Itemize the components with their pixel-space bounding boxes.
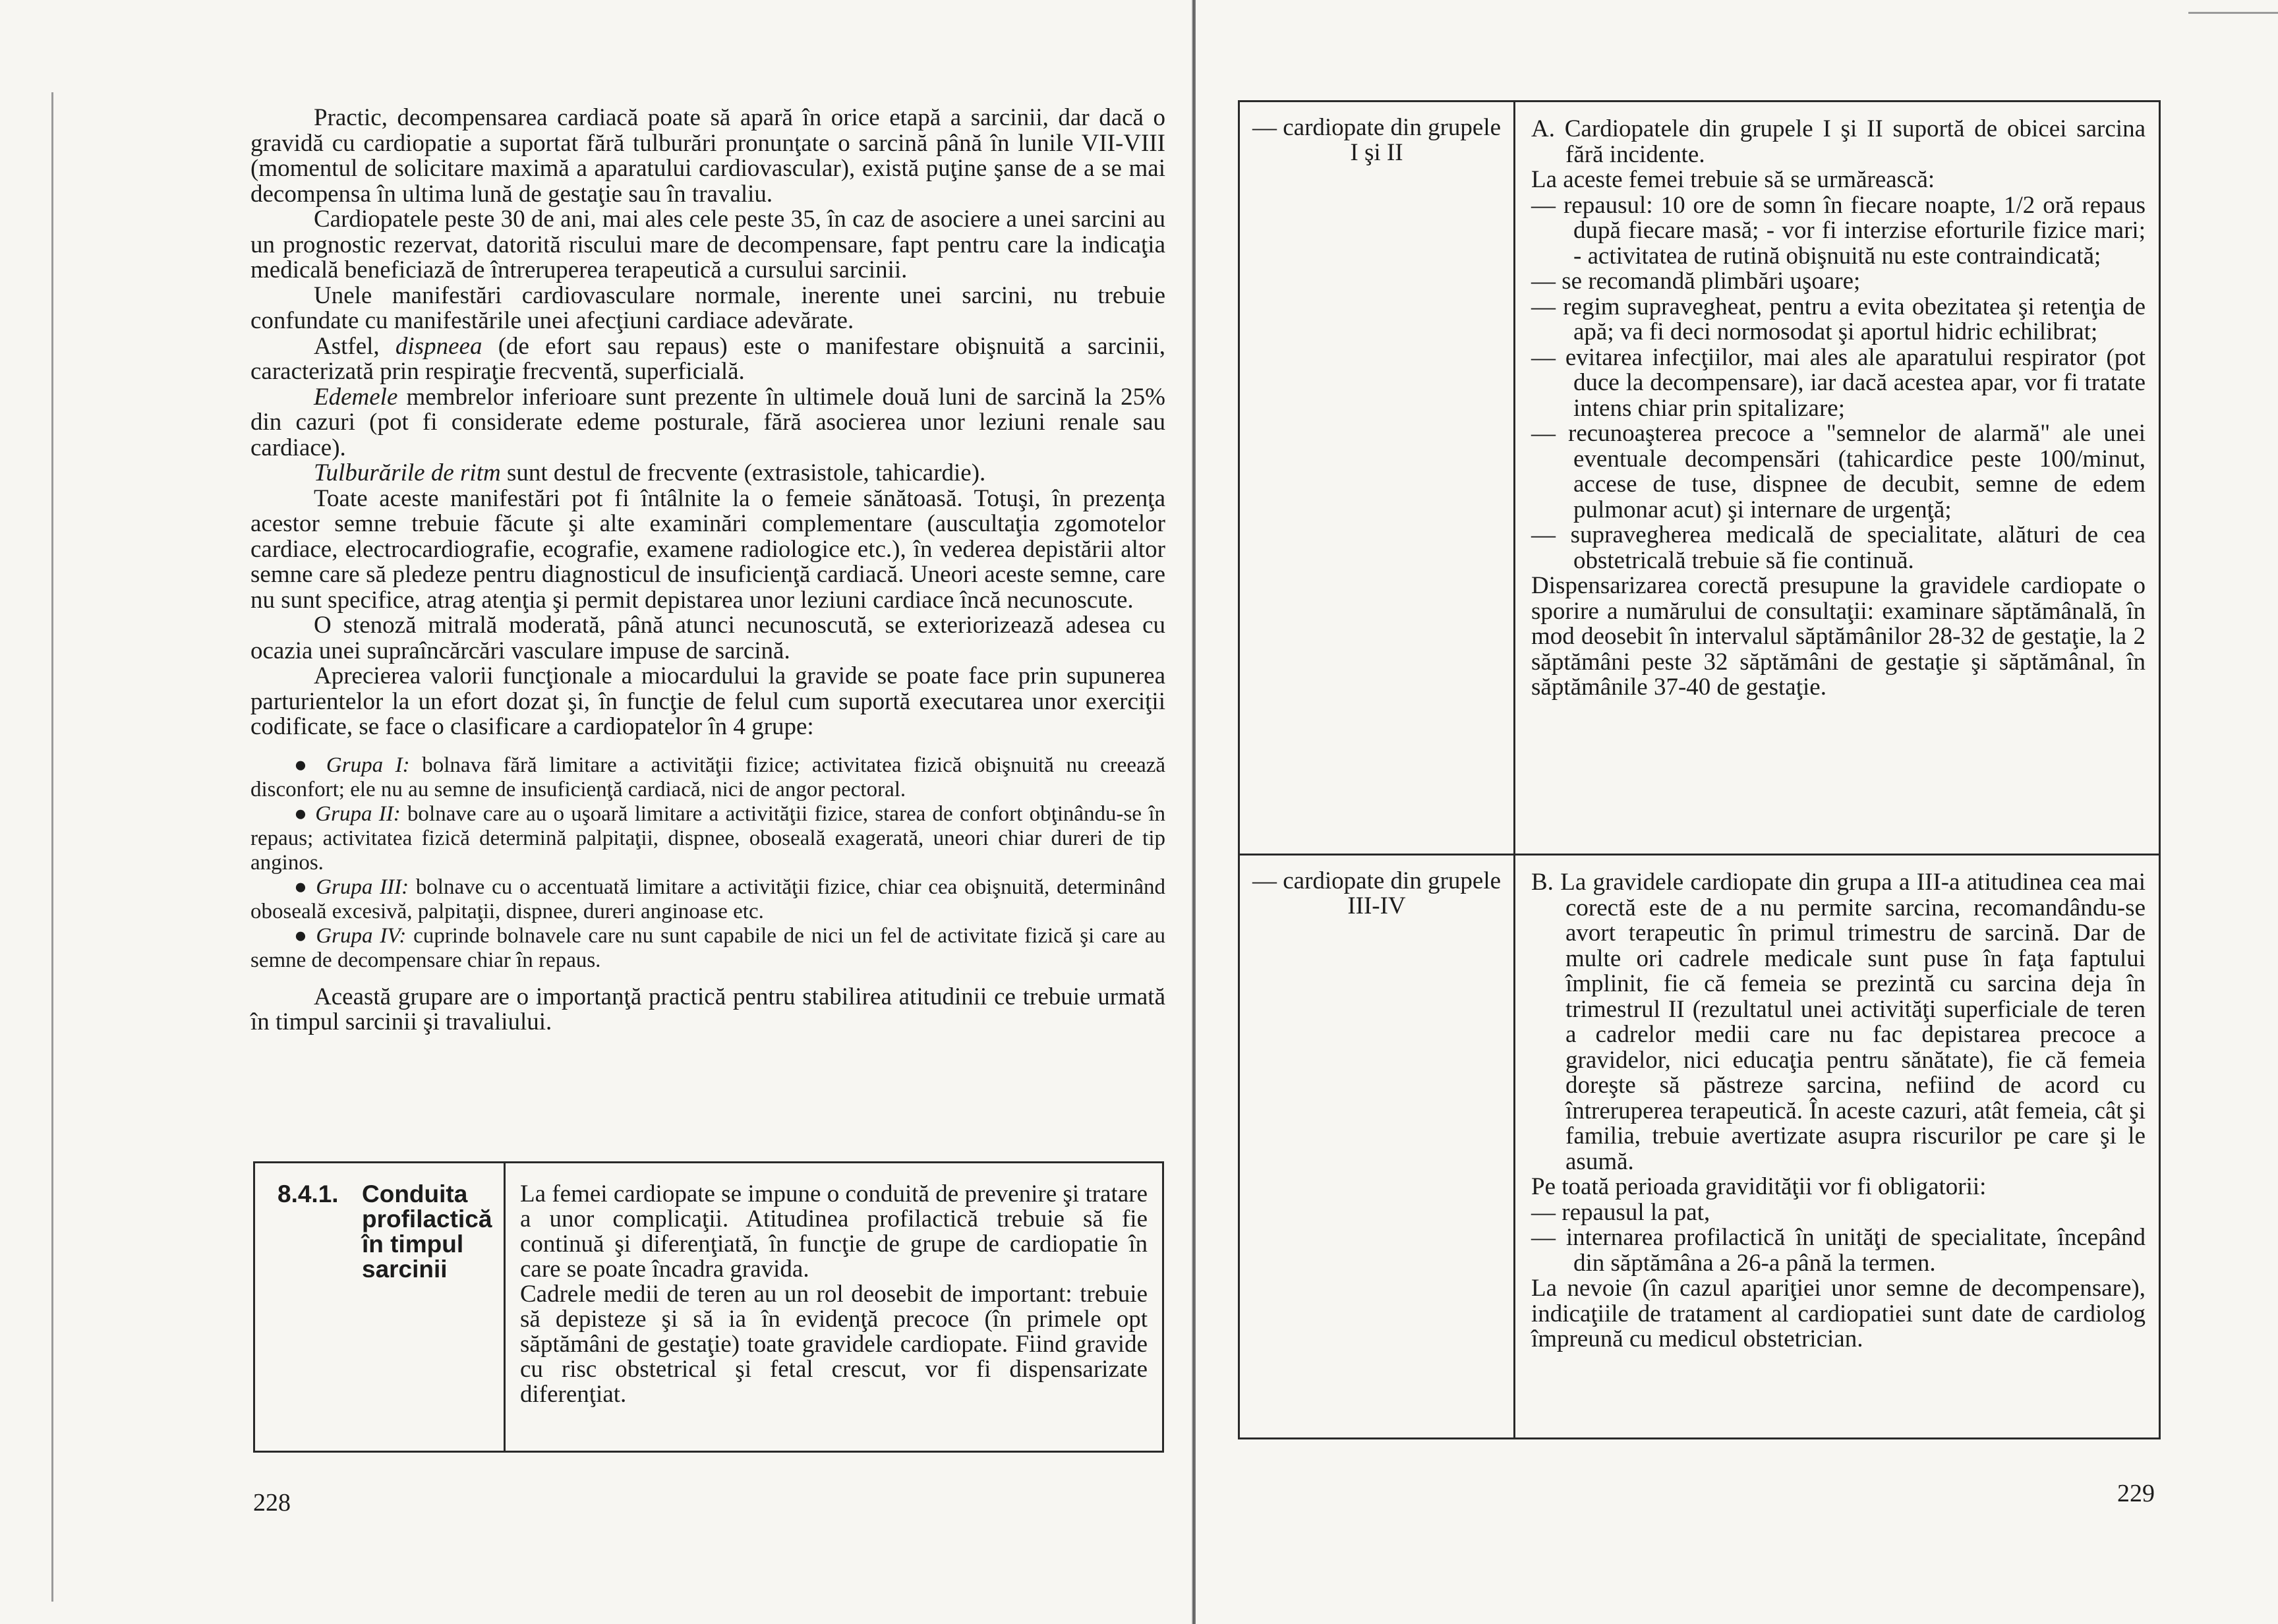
row-lead: Pe toată perioada gravidităţii vor fi obligatorii: (1531, 1173, 1987, 1200)
list-item: — se recomandă plimbări uşoare; (1531, 268, 1861, 295)
paragraph: Edemele membrelor inferioare sunt prezente în ultimele două luni de sarcină la 25% din cazuri (pot fi considerate edeme posturale, fără asocierea unor leziuni renale sau cardiace). (250, 383, 1165, 461)
list-item: — internarea profilactică în unităţi de specialitate, începând din săptămâna a 26-a până la termen. (1531, 1224, 2146, 1277)
group-item: ● Grupa III: bolnave cu o accentuată limitare a activităţii fizice, chiar cea obişnuită, determinând oboseală excesivă, palpitaţii, dispnee, dureri anginoase etc. (250, 875, 1166, 923)
section-heading (255, 1163, 506, 1451)
group-item: ● Grupa IV: cuprinde bolnavele care nu sunt capabile de nici un fel de activitate fizică şi care au semne de decompensare chiar în repaus. (250, 923, 1166, 972)
paragraph: Practic, decompensarea cardiacă poate să apară în orice etapă a sarcinii, dar dacă o gravidă cu cardiopatie a suportat fără tulburări pronunţate o sarcină până în lunile VII-VIII (momentul de solicitare maximă a aparatului cardiovascular), există puţine şanse de a se mai decompensa în ultima lună de gestaţie sau în travaliu. (250, 104, 1165, 208)
row-lead: La aceste femei trebuie să se urmărească: (1531, 166, 1935, 193)
italic-term: Edemele (314, 383, 398, 411)
row-label: — cardiopate din grupele III-IV (1240, 856, 1515, 1437)
row-content (1515, 856, 2159, 1437)
page-number: 228 (253, 1489, 291, 1517)
section-paragraph: Cadrele medii de teren au un rol deosebit de important: trebuie să depisteze şi să ia în evidenţă precoce (în primele opt săptămâni de gestaţie) toate gravidele cardiopate. Fiind gravide cu risc obstetrical şi fetal crescut, vor fi dispensarizate diferenţiat. (520, 1281, 1148, 1408)
paragraph: Unele manifestări cardiovasculare normale, inerente unei sarcini, nu trebuie confundate cu manifestările unei afecţiuni cardiace adevărate. (250, 281, 1165, 334)
paragraph: Cardiopatele peste 30 de ani, mai ales cele peste 35, în caz de asociere a unei sarcini au un prognostic rezervat, datorită riscului mare de decompensare, fapt pentru care la indicaţia medicală beneficiază de întreruperea terapeutică a cursului sarcinii. (250, 206, 1165, 283)
list-item: — evitarea infecţiilor, mai ales ale aparatului respirator (pot duce la decompensare), iar dacă acestea apar, vor fi tratate intens chiar prin spitalizare; (1531, 343, 2146, 422)
closing-paragraph: Această grupare are o importanţă practică pentru stabilirea atitudinii ce trebuie urmată în timpul sarcinii şi travaliului. (250, 983, 1165, 1035)
paragraph: O stenoză mitrală moderată, până atunci necunoscută, se exteriorizează adesea cu ocazia unei supraîncărcări vasculare impuse de sarcină. (250, 612, 1165, 664)
section-paragraph: La femei cardiopate se impune o conduită de prevenire şi tratare a unor complicaţii. Atitudinea profilactică trebuie să fie continuă şi diferenţiată, în funcţie de grupe de cardiopatie în care se poate încadra gravida. (520, 1180, 1148, 1283)
group-item: ● Grupa I: bolnava fără limitare a activităţii fizice; activitatea fizică obişnuită nu creează disconfort; ele nu au semne de insuficienţă cardiacă, nici de angor pectoral. (250, 753, 1166, 801)
table-row (1240, 102, 2159, 856)
list-item: — repausul la pat, (1531, 1198, 1710, 1226)
row-label: — cardiopate din grupele I şi II (1240, 102, 1515, 854)
row-closing: Dispensarizarea corectă presupune la gravidele cardiopate o sporire a numărului de consultaţii: examinare săptămânală, în mod deosebit în intervalul săptămânilor 28-32 de gestaţie, la 2 săptămâni peste 32 săptămâni de gestaţie şi săptămânal, în săptămânile 37-40 de gestaţie. (1531, 572, 2146, 701)
list-item: — recunoaşterea precoce a "semnelor de alarmă" ale unei eventuale decompensări (tahicardice peste 100/minut, accese de tuse, dispnee de decubit, semne de edem pulmonar acut) şi internare de urgenţă; (1531, 420, 2146, 523)
cardiopathy-table (1238, 100, 2161, 1439)
section-box (253, 1161, 1164, 1453)
row-content (1515, 102, 2159, 854)
left-text-column (250, 105, 1165, 1035)
italic-term: dispneea (395, 332, 482, 360)
list-item: — supravegherea medicală de specialitate, alături de cea obstetricală trebuie să fie continuă. (1531, 521, 2146, 574)
paragraph: Tulburările de ritm sunt destul de frecvente (extrasistole, tahicardie). (314, 459, 986, 486)
page-number: 229 (2117, 1480, 2155, 1507)
italic-term: Tulburările de ritm (314, 459, 501, 486)
group-list (250, 753, 1165, 973)
group-item: ● Grupa II: bolnave care au o uşoară limitare a activităţii fizice, starea de confort obţinându-se în repaus; activitatea fizică determină palpitaţii, dispnee, oboseală exagerată, uneori chiar dureri de tip anginos. (250, 801, 1166, 875)
paragraph: Aprecierea valorii funcţionale a miocardului la gravide se poate face prin supunerea parturientelor la un efort dozat şi, în funcţie de felul cum suportă executarea unor exerciţii codificate, se face o clasificare a cardiopatelor în 4 grupe: (250, 662, 1165, 740)
list-item: — regim supravegheat, pentru a evita obezitatea şi retenţia de apă; va fi deci normosodat şi aportul hidric echilibrat; (1531, 293, 2146, 345)
row-intro: B. La gravidele cardiopate din grupa a III-a atitudinea cea mai corectă este de a nu permite sarcina, recomandându-se avort terapeutic în primul trimestru de sarcină. Dar de multe ori cadrele medicale sunt puse în faţa faptului împlinit, fie că femeia se prezintă cu sarcina deja în trimestrul II (rezultatul unei activităţi superficiale de teren a cadrelor medii care nu fac depistarea precoce a gravidelor, nici educaţia pentru sănătate), fie că femeia doreşte să păstreze sarcina, nefiind de acord cu întreruperea terapeutică. În aceste cazuri, atât femeia, cât şi familia, trebuie avertizate asupra riscurilor pe care şi le asumă. (1531, 869, 2146, 1175)
paragraph: Toate aceste manifestări pot fi întâlnite la o femeie sănătoasă. Totuşi, în prezenţa acestor semne trebuie făcute şi alte examinări complementare (auscultaţia zgomotelor cardiace, electrocardiografie, ecografie, examene radiologice etc.), în vederea depistării altor semne care să pledeze pentru diagnosticul de insuficienţă cardiacă. Uneori aceste semne, care nu sunt specifice, atrag atenţia şi permit depistarea unor leziuni cardiace încă necunoscute. (250, 484, 1165, 614)
section-title: Conduita profilactică în timpul sarcinii (362, 1180, 492, 1283)
row-closing: La nevoie (în cazul apariţiei unor semne de decompensare), indicaţiile de tratament al cardiopatiei sunt date de cardiolog împreună cu medicul obstetrician. (1531, 1275, 2146, 1352)
table-row (1240, 856, 2159, 1437)
paragraph: Astfel, dispneea (de efort sau repaus) este o manifestare obişnuită a sarcinii, caracterizată prin respiraţie frecventă, superficială. (250, 332, 1165, 385)
row-intro: A. Cardiopatele din grupele I şi II suportă de obicei sarcina fără incidente. (1531, 115, 2146, 168)
section-number: 8.4.1. (277, 1180, 339, 1207)
list-item: — repausul: 10 ore de somn în fiecare noapte, 1/2 oră repaus după fiecare masă; - vor fi interzise eforturile fizice mari; - activitatea de rutină obişnuită nu este contraindicată; (1531, 191, 2146, 270)
section-body (506, 1163, 1162, 1451)
